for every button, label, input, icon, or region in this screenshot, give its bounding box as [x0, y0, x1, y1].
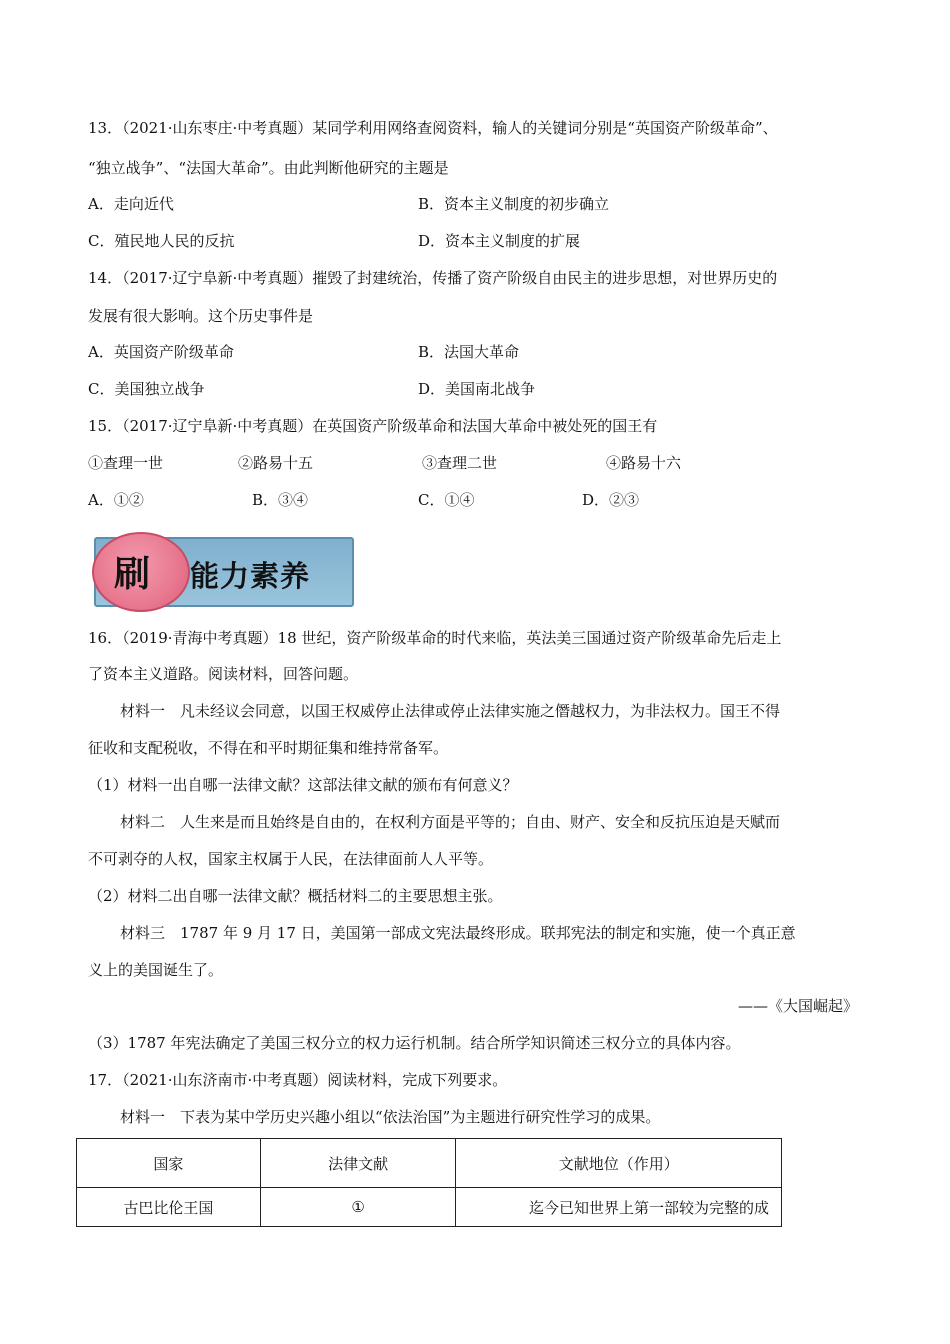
table-header-country: 国家 [77, 1139, 261, 1188]
table-cell-document: ① [260, 1188, 456, 1227]
q15-item-4: ④路易十六 [606, 454, 682, 472]
q16-material1-line1: 材料一 凡未经议会同意，以国王权威停止法律或停止法律实施之僭越权力，为非法权力。国王不得 [120, 702, 781, 720]
q16-material2-line2: 不可剥夺的人权，国家主权属于人民，在法律面前人人平等。 [88, 850, 494, 868]
q13-option-b: B．资本主义制度的初步确立 [418, 195, 610, 213]
table-row [77, 1188, 782, 1227]
q16-subquestion-3: （3）1787 年宪法确定了美国三权分立的权力运行机制。结合所学知识简述三权分立的具体内容。 [88, 1034, 741, 1052]
q14-option-c: C．美国独立战争 [88, 380, 205, 398]
q14-option-d: D．美国南北战争 [418, 380, 536, 398]
q16-material3-source: ——《大国崛起》 [737, 997, 858, 1015]
q15-option-c: C．①④ [418, 491, 475, 509]
q16-material2-line1: 材料二 人生来是而且始终是自由的，在权利方面是平等的；自由、财产、安全和反抗压迫是天赋而 [120, 813, 781, 831]
q16-material1-line2: 征收和支配税收，不得在和平时期征集和维持常备军。 [88, 739, 449, 757]
table-header-document: 法律文献 [260, 1139, 456, 1188]
table-cell-country: 古巴比伦王国 [77, 1188, 261, 1227]
q13-option-d: D．资本主义制度的扩展 [418, 232, 581, 250]
q15-item-1: ①查理一世 [88, 454, 164, 472]
q13-stem-line1: 13．（2021·山东枣庄·中考真题）某同学利用网络查阅资料，输人的关键词分别是“英国资产阶级革命”、 [88, 119, 778, 137]
q16-material3-line1: 材料三 1787 年 9 月 17 日，美国第一部成文宪法最终形成。联邦宪法的制定和实施，使一个真正意 [120, 924, 796, 942]
q17-material1: 材料一 下表为某中学历史兴趣小组以“依法治国”为主题进行研究性学习的成果。 [120, 1108, 661, 1126]
banner-badge-char: 刷 [114, 554, 151, 595]
q16-subquestion-2: （2）材料二出自哪一法律文献？概括材料二的主要思想主张。 [88, 887, 503, 905]
q16-stem-line2: 了资本主义道路。阅读材料，回答问题。 [88, 665, 359, 683]
table-cell-status: 迄今已知世界上第一部较为完整的成 [456, 1188, 782, 1227]
q13-stem-line2: “独立战争”、“法国大革命”。由此判断他研究的主题是 [88, 159, 449, 177]
section-banner [92, 532, 352, 608]
q13-option-a: A．走向近代 [88, 195, 174, 213]
q17-stem: 17．（2021·山东济南市·中考真题）阅读材料，完成下列要求。 [88, 1071, 508, 1089]
q16-material3-line2: 义上的美国诞生了。 [88, 961, 224, 979]
q16-stem-line1: 16．（2019·青海中考真题）18 世纪，资产阶级革命的时代来临，英法美三国通过资产阶级革命先后走上 [88, 629, 782, 647]
q14-option-b: B．法国大革命 [418, 343, 520, 361]
q13-option-c: C．殖民地人民的反抗 [88, 232, 235, 250]
q16-subquestion-1: （1）材料一出自哪一法律文献？这部法律文献的颁布有何意义？ [88, 776, 518, 794]
q14-stem-line2: 发展有很大影响。这个历史事件是 [88, 307, 314, 325]
q15-item-3: ③查理二世 [422, 454, 498, 472]
banner-badge [92, 532, 190, 612]
q15-option-d: D．②③ [582, 491, 640, 509]
q15-stem: 15．（2017·辽宁阜新·中考真题）在英国资产阶级革命和法国大革命中被处死的国王有 [88, 417, 658, 435]
table-header-row [77, 1139, 782, 1188]
q15-item-2: ②路易十五 [238, 454, 314, 472]
q14-option-a: A．英国资产阶级革命 [88, 343, 234, 361]
q17-table [76, 1138, 782, 1227]
q14-stem-line1: 14．（2017·辽宁阜新·中考真题）摧毁了封建统治，传播了资产阶级自由民主的进步思想，对世界历史的 [88, 269, 778, 287]
table-header-status: 文献地位（作用） [456, 1139, 782, 1188]
banner-title: 能力素养 [190, 559, 311, 593]
q15-option-a: A．①② [88, 491, 144, 509]
q15-option-b: B．③④ [252, 491, 309, 509]
